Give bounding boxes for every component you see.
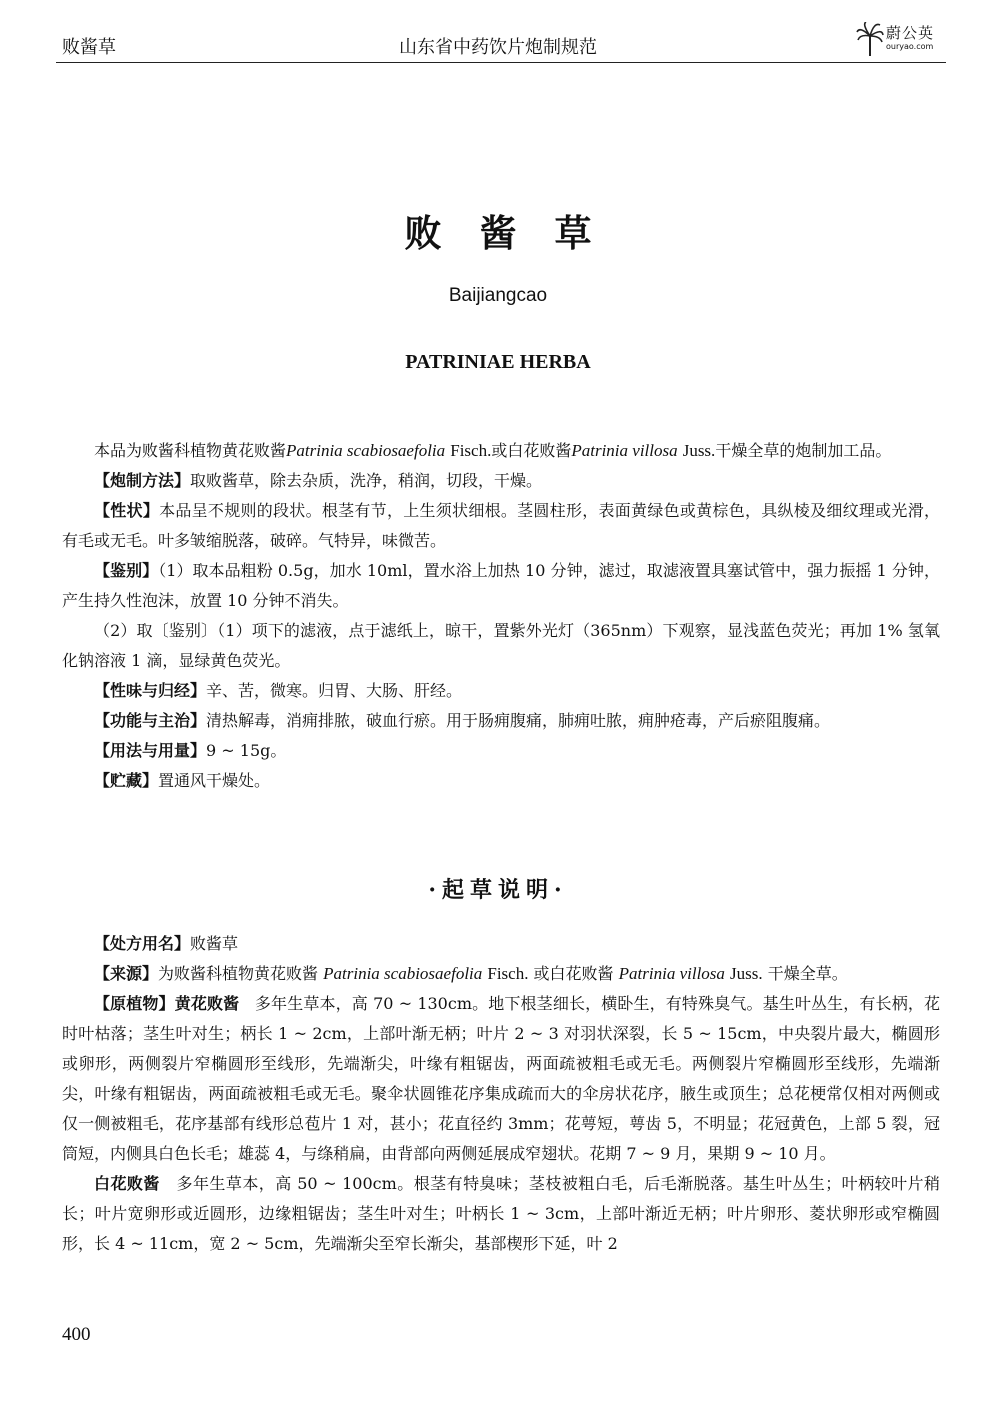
intro-text-1: 本品为败酱科植物黄花败酱 <box>94 441 287 460</box>
species-name-2: Patrinia villosa <box>618 964 725 983</box>
species-name-1: Patrinia scabiosaefolia <box>286 441 446 460</box>
author-2: Juss. <box>730 964 763 983</box>
pinyin-name: Baijiangcao <box>448 285 548 306</box>
species-subheading: 白花败酱 <box>94 1174 160 1193</box>
palm-icon <box>856 22 884 56</box>
section-label: 【贮藏】 <box>94 771 159 790</box>
name-paragraph <box>62 929 940 959</box>
section-text: 败酱草 <box>190 934 239 953</box>
intro-text-2: 或白花败酱 <box>491 441 572 460</box>
monograph-title: 败酱草 <box>404 211 630 255</box>
section-text: 辛、苦，微寒。归胃、大肠、肝经。 <box>206 681 463 700</box>
section-label: 【功能与主治】 <box>94 711 207 730</box>
watermark-logo <box>856 20 946 60</box>
section-text: 多年生草本，高 70 ~ 130cm。地下根茎细长，横卧生，有特殊臭气。基生叶丛生，有长柄，花时叶枯落；茎生叶对生；柄长 1 ~ 2cm，上部叶渐无柄；叶片 2 ~ 3 对羽状深裂，长 5 ~ 15cm，中央裂片最大，椭圆形或卵形，两侧裂片窄椭圆形至线形，先端渐尖，叶缘有粗锯齿，两面疏被粗毛或无毛。两侧裂片窄椭圆形至线形，先端渐尖，叶缘有粗锯齿，两面疏被粗毛或无毛。聚伞状圆锥花序集成疏而大的伞房状花序，腋生或顶生；总花梗常仅相对两侧或仅一侧被粗毛，花序基部有线形总苞片 1 对，甚小；花直径约 3mm；花萼短，萼齿 5，不明显；花冠黄色，上部 5 裂，冠筒短，内侧具白色长毛；雄蕊 4，与绦稍扁，由背部向两侧延展成窄翅状。花期 7 ~ 9 月，果期 9 ~ 10 月。 <box>62 994 940 1163</box>
section-text: 置通风干燥处。 <box>158 771 271 790</box>
section-text: 多年生草本，高 50 ~ 100cm。根茎有特臭味；茎枝被粗白毛，后毛渐脱落。基生叶丛生；叶柄较叶片稍长；叶片宽卵形或近圆形，边缘粗锯齿；茎生叶对生；叶柄长 1 ~ 3cm，上部叶渐近无柄；叶片卵形、菱状卵形或窄椭圆形，长 4 ~ 11cm，宽 2 ~ 5cm，先端渐尖至窄长渐尖，基部楔形下延，叶 2 <box>62 1174 940 1253</box>
species-subheading: 黄花败酱 <box>174 994 240 1013</box>
nature-paragraph <box>62 676 940 706</box>
section-text: （1）取本品粗粉 0.5g，加水 10ml，置水浴上加热 10 分钟，滤过，取滤液置具塞试管中，强力振摇 1 分钟，产生持久性泡沫，放置 10 分钟不消失。 <box>62 561 940 610</box>
section-label: 【原植物】 <box>94 994 175 1013</box>
running-head-left: 败酱草 <box>62 37 116 58</box>
header-rule <box>56 62 946 63</box>
section-label: 【性味与归经】 <box>94 681 207 700</box>
section-text: 本品呈不规则的段状。根茎有节，上生须状细根。茎圆柱形，表面黄绿色或黄棕色，具纵棱及细纹理或光滑，有毛或无毛。叶多皱缩脱落，破碎。气特异，味微苦。 <box>62 501 940 550</box>
plant-paragraph-2 <box>62 1169 940 1259</box>
author-1: Fisch. <box>487 964 529 983</box>
latin-name: PATRINIAE HERBA <box>405 351 591 373</box>
intro-paragraph <box>62 436 940 466</box>
identify-paragraph <box>62 556 940 616</box>
function-paragraph <box>62 706 940 736</box>
source-text-2: 或白花败酱 <box>533 964 614 983</box>
section-label: 【炮制方法】 <box>94 471 191 490</box>
section-text: 9 ~ 15g。 <box>206 741 287 760</box>
source-text-3: 干燥全草。 <box>767 964 848 983</box>
page-header <box>0 0 996 70</box>
intro-text-3: 干燥全草的炮制加工品。 <box>715 441 892 460</box>
source-text-1: 为败酱科植物黄花败酱 <box>158 964 319 983</box>
species-name-2: Patrinia villosa <box>571 441 678 460</box>
identify-paragraph-2: （2）取〔鉴别〕（1）项下的滤液，点于滤纸上，晾干，置紫外光灯（365nm）下观察，显浅蓝色荧光；再加 1% 氢氧化钠溶液 1 滴，显绿黄色荧光。 <box>62 621 940 670</box>
section-text: 取败酱草，除去杂质，洗净，稍润，切段，干燥。 <box>190 471 543 490</box>
species-name-1: Patrinia scabiosaefolia <box>323 964 483 983</box>
usage-paragraph <box>62 736 940 766</box>
page-number: 400 <box>62 1324 91 1345</box>
section-label: 【来源】 <box>94 964 159 983</box>
method-paragraph <box>62 466 940 496</box>
drafting-notes-heading: ·起草说明· <box>428 877 568 903</box>
monograph-body <box>62 436 940 796</box>
plant-paragraph <box>62 989 940 1169</box>
section-text: 清热解毒，消痈排脓，破血行瘀。用于肠痈腹痛，肺痈吐脓，痈肿疮毒，产后瘀阻腹痛。 <box>206 711 831 730</box>
section-label: 【用法与用量】 <box>94 741 207 760</box>
drafting-notes-body <box>62 929 940 1259</box>
author-1: Fisch. <box>450 441 492 460</box>
character-paragraph <box>62 496 940 556</box>
author-2: Juss. <box>682 441 716 460</box>
section-label: 【处方用名】 <box>94 934 191 953</box>
logo-url: ouryao.com <box>886 42 934 51</box>
source-paragraph <box>62 959 940 989</box>
logo-text: 蔚公英 <box>886 24 935 42</box>
section-label: 【性状】 <box>94 501 160 520</box>
storage-paragraph <box>62 766 940 796</box>
section-label: 【鉴别】 <box>94 561 159 580</box>
running-head-title: 山东省中药饮片炮制规范 <box>399 37 597 58</box>
